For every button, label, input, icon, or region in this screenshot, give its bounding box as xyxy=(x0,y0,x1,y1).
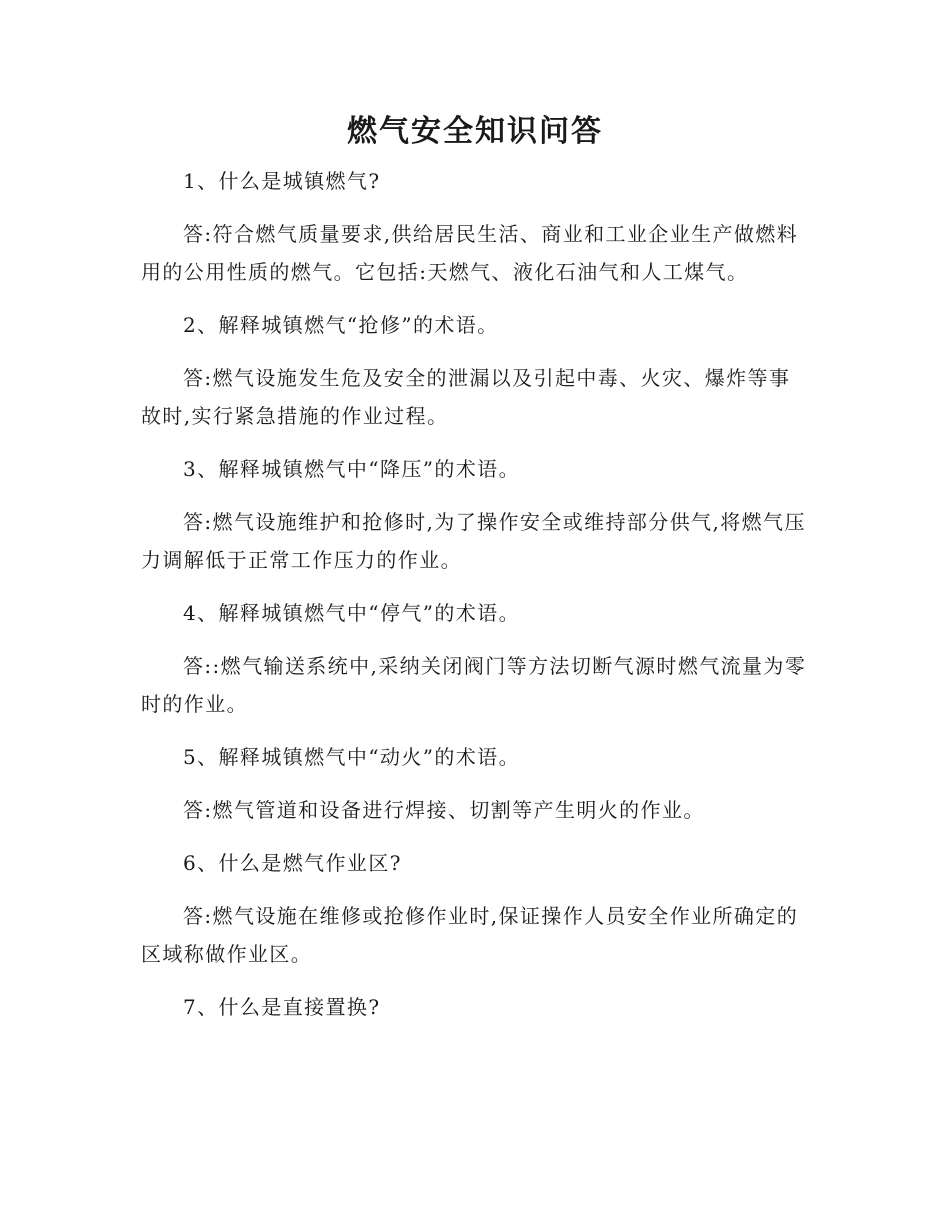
question-5: 5、解释城镇燃气中“动火”的术语。 xyxy=(183,745,520,769)
answer-2: 答:燃气设施发生危及安全的泄漏以及引起中毒、火灾、爆炸等事故时,实行紧急措施的作业过程。 xyxy=(141,366,791,428)
question-7: 7、什么是直接置换? xyxy=(183,995,381,1019)
answer-3: 答:燃气设施维护和抢修时,为了操作安全或维持部分供气,将燃气压力调解低于正常工作压力的作业。 xyxy=(141,510,806,572)
question-4: 4、解释城镇燃气中“停气”的术语。 xyxy=(183,601,520,625)
answer-6: 答:燃气设施在维修或抢修作业时,保证操作人员安全作业所确定的区域称做作业区。 xyxy=(141,904,799,966)
question-1: 1、什么是城镇燃气? xyxy=(183,169,381,193)
question-3: 3、解释城镇燃气中“降压”的术语。 xyxy=(183,457,520,481)
question-2: 2、解释城镇燃气“抢修”的术语。 xyxy=(183,313,499,337)
document-title: 燃气安全知识问答 xyxy=(347,114,603,149)
answer-4: 答::燃气输送系统中,采纳关闭阀门等方法切断气源时燃气流量为零时的作业。 xyxy=(141,654,807,716)
answer-5: 答:燃气管道和设备进行焊接、切割等产生明火的作业。 xyxy=(183,798,705,822)
document-body xyxy=(141,162,811,1041)
answer-1: 答:符合燃气质量要求,供给居民生活、商业和工业企业生产做燃料用的公用性质的燃气。它包括:天燃气、液化石油气和人工煤气。 xyxy=(141,222,799,284)
question-6: 6、什么是燃气作业区? xyxy=(183,851,402,875)
